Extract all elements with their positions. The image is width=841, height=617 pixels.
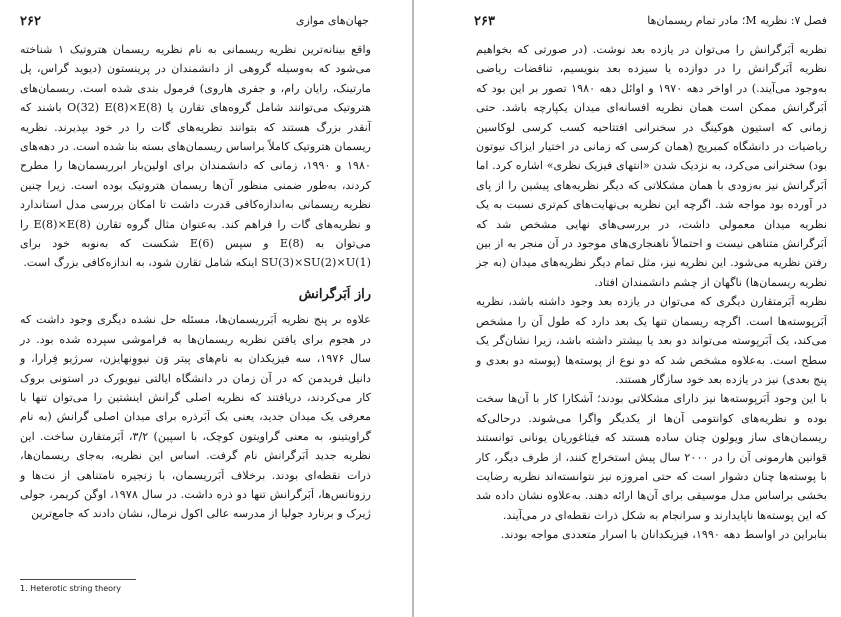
- page-number: ۲۶۳: [474, 14, 495, 29]
- paragraph: علاوه بر پنج نظریه اَبَرریسمان‌ها، مسئله حل نشده دیگری وجود داشت که در هجوم برای یافتن نظریه ریسمان‌ها به فراموشی سپرده شده بود. در سال ۱۹۷۶، سه فیزیکدان به نام‌های پیتر وَن نیووِنهایزن، سرژیو فِرارا، و دانیل فریدمن که در آن زمان در دانشگاه ایالتی نیویورک در استونی بروک کار می‌کردند، دریافتند که نظریه اصلی گرانش اینشتین را می‌توان تنها با معرفی یک میدان جدید، یعنی یک اَبَرذره برای میدان اصلی گرانش (به نام گراویتینو، به معنی گراویتون کوچک، با اسپین) ۳/۲، اَبَرمتقارن ساخت. این نظریه جدید اَبَرگرانش نام گرفت. اساس این نظریه، به‌جای ریسمان‌ها، ذرات نقطه‌ای بودند. برخلاف اَبَرریسمان، با زنجیره نامتناهی از نت‌ها و رزونانس‌ها، اَبَرگرانش تنها دو ذره داشت. در سال ۱۹۷۸، اوگن کریمر، جولی ژیرک و برنارد جولیا از مدرسه عالی اکول نرمال، نشان دادند که جامع‌ترین: [20, 313, 372, 521]
- page-number: ۲۶۲: [20, 14, 41, 29]
- footnote: 1. Heterotic string theory: [20, 584, 122, 593]
- running-title: جهان‌های موازی: [295, 14, 369, 27]
- paragraph: نظریه اَبَرگرانش را می‌توان در یازده بعد نوشت. (در صورتی که بخواهیم نظریه اَبَرگرانش را در دوازده یا سیزده بعد بنویسیم، تناقضات ریاضی به‌وجود می‌آیند.) در اواخر دهه ۱۹۷۰ و اوائل دهه ۱۹۸۰ تصور بر این بود که اَبَرگرانش ممکن است همان نظریه افسانه‌ای میدان یکپارچه باشد. حتی زمانی که استیون هوکینگ در سخنرانی افتتاحیه کسب کرسی لوکاسین ریاضیات در دانشگاه کمبریج (همان کرسی که زمانی در اختیار ایزاک نیوتون بود) سخنرانی می‌کرد، به نزدیک شدن «انتهای فیزیک نظری» اشاره کرد. اما اَبَرگرانش نیز به‌زودی با همان مشکلاتی که دیگر نظریه‌های پیشین را از پای در آورده بود مواجه شد. اگرچه این نظریه بی‌نهایت‌های کم‌تری نسبت به یک نظریه میدان معمولی داشت، در بررسی‌های نهایی مشخص شد که اَبَرگرانش متناهی نیست و احتمالاً ناهنجاری‌های موجود در آن منجر به از بین رفتن نظریه می‌شود. این نظریه نیز، مثل تمام دیگر نظریه‌های میدان (به جز نظریه ریسمان‌ها) ناگهان از چشم دانشمندان افتاد.: [476, 43, 827, 289]
- paragraph: با این وجود اَبَرپوسته‌ها نیز دارای مشکلاتی بودند؛ آشکارا کار با آن‌ها سخت بوده و نظریه‌های کوانتومی آن‌ها از یکدیگر واگرا می‌شوند. درحالی‌که ریسمان‌های ساز ویولون چنان ساده هستند که فیثاغوریان یونانی توانستند قوانین هارمونی آن را در ۲۰۰۰ سال پیش استخراج کنند، از طرف دیگر، کار با پوسته‌ها چنان دشوار است که حتی امروزه نیز نتوانسته‌اند نظریه رضایت بخشی براساس مدل موسیقی برای آن‌ها ارائه دهند. به‌علاوه نشان داده شد که این پوسته‌ها ناپایدارند و سرانجام به شکل ذرات نقطه‌ای در می‌آیند.: [476, 392, 827, 522]
- paragraph: واقع بینانه‌ترین نظریه ریسمانی به نام نظریه ریسمان هتروتیک ۱ شناخته می‌شود که به‌وسیله گروهی از دانشمندان در پرینستون (دیوید گراس، پل مارتینک، رایان رام، و جفری هاروی) فرمول بندی شده است. ریسمان‌های هتروتیک می‌توانند شامل گروه‌های تقارن یا O(32) E(8)×E(8) باشند که آنقدر بزرگ هستند که بتوانند نظریه‌های گات را در خود بپذیرند. نظریه ریسمان هتروتیک کاملاً براساس ریسمان‌های بسته بنا شده است. در دهه‌های ۱۹۸۰ و ۱۹۹۰، زمانی که دانشمندان برای اولین‌بار ابرریسمان‌ها را مطرح کردند، به‌طور ضمنی منظور آن‌ها ریسمان هتروتیک بوده است. زیرا چنین نظریه ریسمانی به‌اندازه‌کافی قدرت داشت تا امکان بررسی مدل استاندارد و نظریه‌های گات را فراهم کند. به‌عنوان مثال گروه تقارن E(8)×E(8) را می‌توان به E(8) و سپس E(6) شکست که به‌نوبه خود برای SU(3)×SU(2)×U(1) اینکه شامل تقارن شود، به اندازه‌کافی بزرگ است.: [20, 43, 371, 270]
- right-page-body: [476, 40, 827, 545]
- left-page-header: [20, 14, 369, 29]
- left-page-body: [20, 40, 371, 524]
- running-title: فصل ۷: نظریه M؛ مادر تمام ریسمان‌ها: [647, 14, 827, 27]
- right-page-header: [474, 14, 827, 29]
- footnote-rule: [20, 579, 136, 580]
- paragraph: نظریه اَبَرمتقارن دیگری که می‌توان در یازده بعد وجود داشته باشد، نظریه اَبَرپوسته‌ها است. اگرچه ریسمان تنها یک بعد دارد که طول آن را مشخص می‌کند، یک اَبَرپوسته می‌تواند دو بعد یا بیشتر داشته باشد، زیرا نشان‌گر یک سطح است. به‌علاوه مشخص شد که دو نوع از پوسته‌ها (پوسته دو بعدی و پنج بعدی) نیز در یازده بعد خود سازگار هستند.: [476, 295, 827, 386]
- book-spine-divider: [412, 0, 414, 617]
- paragraph: بنابراین در اواسط دهه ۱۹۹۰، فیزیکدانان با اسرار متعددی مواجه بودند.: [500, 528, 827, 542]
- left-page: [0, 0, 407, 617]
- right-page: [420, 0, 841, 617]
- section-heading: راز اَبَرگرانش: [298, 286, 371, 302]
